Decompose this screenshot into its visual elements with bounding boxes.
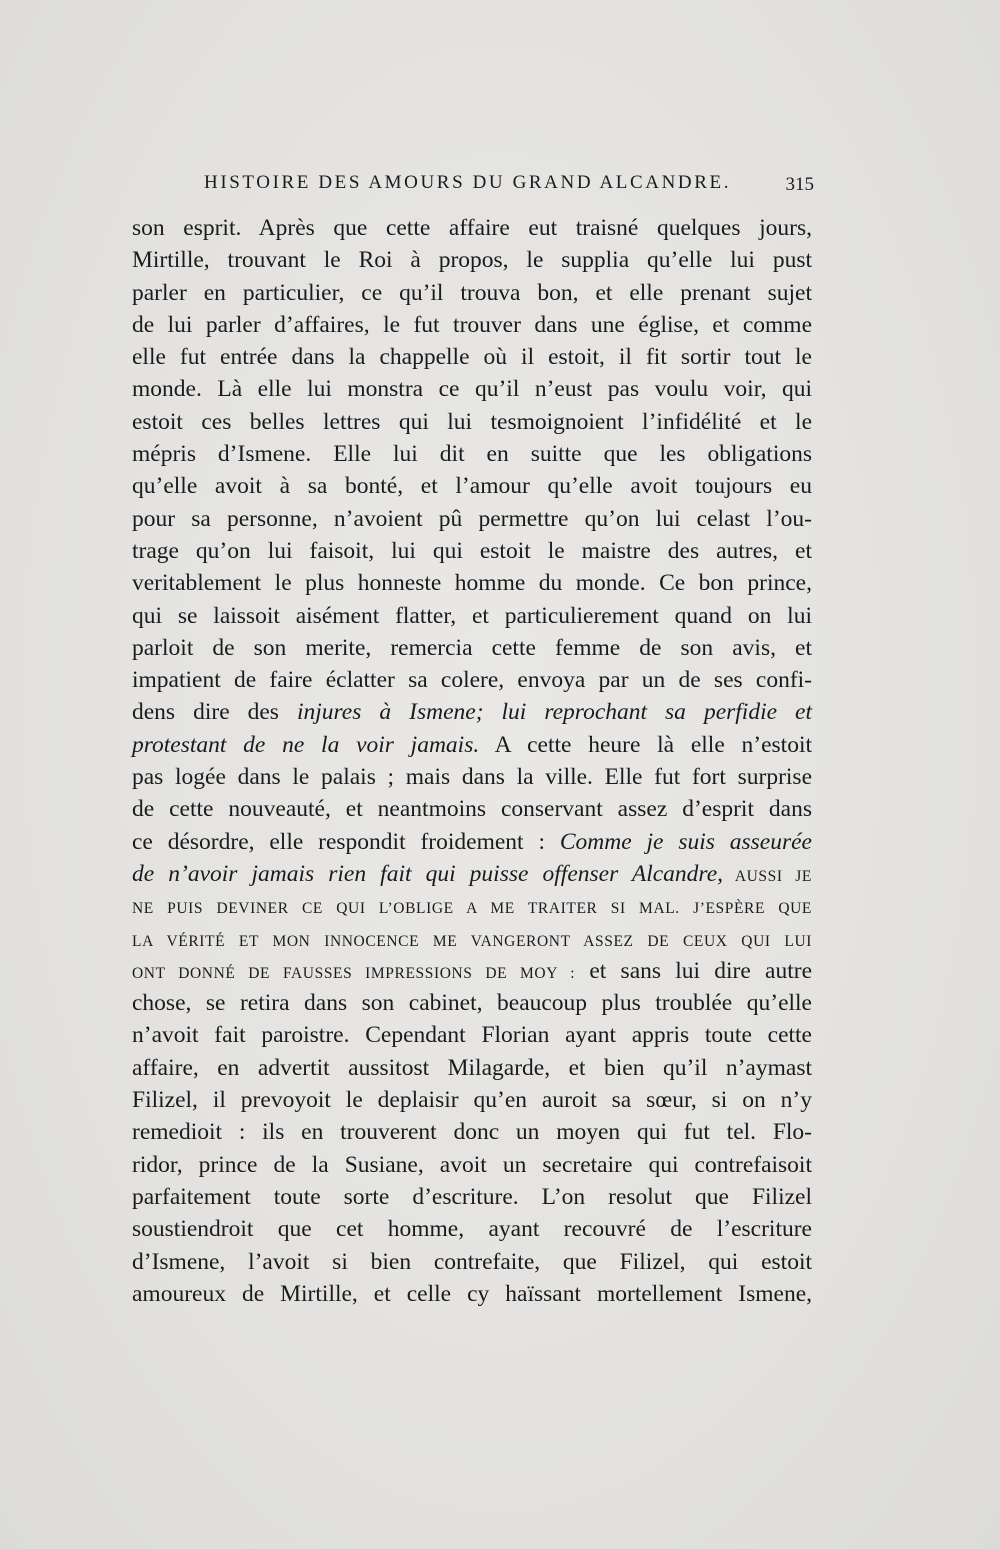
- body-text: [132, 212, 812, 1310]
- text-line: [132, 244, 812, 276]
- text-run: mépris d’Ismene. Elle lui dit en suitte que les obligations: [132, 441, 812, 468]
- text-line: [132, 406, 812, 438]
- text-line: [132, 826, 812, 858]
- text-line: [132, 1246, 812, 1278]
- text-line: [132, 438, 812, 470]
- text-line: [132, 793, 812, 825]
- text-line: [132, 729, 812, 761]
- text-run: trage qu’on lui faisoit, lui qui estoit le maistre des autres, et: [132, 537, 812, 564]
- text-line: [132, 890, 812, 922]
- text-line: [132, 212, 812, 244]
- text-run: de n’avoir jamais rien fait qui puisse offenser Alcandre,: [132, 860, 724, 887]
- text-line: [132, 632, 812, 664]
- text-run: LA VÉRITÉ ET MON INNOCENCE ME VANGERONT ASSEZ DE CEUX QUI LUI: [132, 932, 812, 950]
- text-run: Filizel, il prevoyoit le deplaisir qu’en auroit sa sœur, si on n’y: [132, 1087, 812, 1114]
- text-line: [132, 1116, 812, 1148]
- text-line: [132, 341, 812, 373]
- text-line: [132, 1181, 812, 1213]
- text-line: [132, 1019, 812, 1051]
- text-run: Mirtille, trouvant le Roi à propos, le supplia qu’elle lui pust: [132, 247, 812, 274]
- text-line: [132, 696, 812, 728]
- text-run: elle fut entrée dans la chappelle où il estoit, il fit sortir tout le: [132, 344, 812, 371]
- text-line: [132, 503, 812, 535]
- text-line: [132, 761, 812, 793]
- text-run: pour sa personne, n’avoient pû permettre qu’on lui celast l’ou-: [132, 505, 812, 532]
- text-run: chose, se retira dans son cabinet, beaucoup plus troublée qu’elle: [132, 990, 812, 1017]
- running-title: HISTOIRE DES AMOURS DU GRAND ALCANDRE.: [204, 172, 732, 193]
- text-run: parloit de son merite, remercia cette femme de son avis, et: [132, 634, 812, 661]
- text-run: remedioit : ils en trouverent donc un moyen qui fut tel. Flo-: [132, 1119, 812, 1146]
- text-line: [132, 1213, 812, 1245]
- text-line: [132, 955, 812, 987]
- text-run: parler en particulier, ce qu’il trouva bon, et elle prenant sujet: [132, 279, 812, 306]
- text-line: [132, 470, 812, 502]
- text-run: affaire, en advertit aussitost Milagarde, et bien qu’il n’aymast: [132, 1054, 812, 1081]
- text-run: de lui parler d’affaires, le fut trouver dans une église, et comme: [132, 311, 812, 338]
- text-run: A cette heure là elle n’estoit: [479, 731, 813, 758]
- text-line: [132, 309, 812, 341]
- text-line: [132, 1278, 812, 1310]
- text-run: dens dire des: [132, 699, 297, 726]
- text-run: soustiendroit que cet homme, ayant recouvré de l’escriture: [132, 1216, 812, 1243]
- text-run: parfaitement toute sorte d’escriture. L’on resolut que Filizel: [132, 1183, 812, 1210]
- text-run: et sans lui dire autre: [575, 957, 812, 984]
- text-run: monde. Là elle lui monstra ce qu’il n’eust pas voulu voir, qui: [132, 376, 812, 403]
- text-run: d’Ismene, l’avoit si bien contrefaite, que Filizel, qui estoit: [132, 1248, 812, 1275]
- text-line: [132, 600, 812, 632]
- text-line: [132, 277, 812, 309]
- page-number: 315: [785, 174, 814, 195]
- text-run: pas logée dans le palais ; mais dans la ville. Elle fut fort surprise: [132, 764, 812, 791]
- text-line: [132, 1084, 812, 1116]
- text-run: qu’elle avoit à sa bonté, et l’amour qu’elle avoit toujours eu: [132, 473, 812, 500]
- text-line: [132, 1149, 812, 1181]
- text-run: veritablement le plus honneste homme du monde. Ce bon prince,: [132, 570, 812, 597]
- running-head: [204, 172, 824, 202]
- text-line: [132, 987, 812, 1019]
- text-run: estoit ces belles lettres qui lui tesmoignoient l’infidélité et le: [132, 408, 812, 435]
- text-run: ce désordre, elle respondit froidement :: [132, 828, 560, 855]
- text-run: amoureux de Mirtille, et celle cy haïssant mortellement Ismene,: [132, 1280, 812, 1307]
- text-run: qui se laissoit aisément flatter, et particulierement quand on lui: [132, 602, 812, 629]
- text-run: son esprit. Après que cette affaire eut traisné quelques jours,: [132, 215, 812, 241]
- text-line: [132, 664, 812, 696]
- text-line: [132, 373, 812, 405]
- text-run: ONT DONNÉ DE FAUSSES IMPRESSIONS DE MOY :: [132, 964, 576, 982]
- text-line: [132, 1052, 812, 1084]
- text-line: [132, 858, 812, 890]
- text-run: NE PUIS DEVINER CE QUI L’OBLIGE A ME TRAITER SI MAL. J’ESPÈRE QUE: [132, 900, 812, 918]
- text-line: [132, 923, 812, 955]
- text-run: protestant de ne la voir jamais.: [132, 731, 480, 758]
- text-run: n’avoit fait paroistre. Cependant Florian ayant appris toute cette: [132, 1022, 812, 1049]
- text-line: [132, 535, 812, 567]
- text-run: Comme je suis asseurée: [559, 828, 812, 855]
- text-run: de cette nouveauté, et neantmoins conservant assez d’esprit dans: [132, 796, 812, 823]
- text-run: injures à Ismene; lui reprochant sa perfidie et: [296, 699, 813, 726]
- text-run: impatient de faire éclatter sa colere, envoya par un de ses confi-: [132, 667, 812, 694]
- text-run: ridor, prince de la Susiane, avoit un secretaire qui contrefaisoit: [132, 1151, 812, 1178]
- text-line: [132, 567, 812, 599]
- text-run: AUSSI JE: [723, 867, 812, 885]
